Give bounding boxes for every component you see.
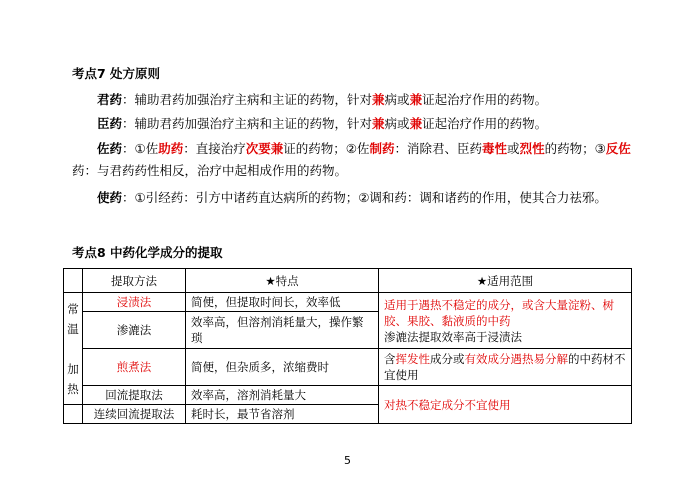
keyword: 兼 <box>372 92 385 107</box>
text: 病或 <box>384 92 410 107</box>
table-row <box>64 386 632 405</box>
header-feature: ★特点 <box>186 269 379 293</box>
text: 成分或 <box>430 352 465 366</box>
section8-title: 考点8 中药化学成分的提取 <box>72 245 223 260</box>
label-shi: 使药 <box>97 190 123 205</box>
keyword: 兼 <box>409 92 423 107</box>
paragraph-shi <box>72 187 632 209</box>
text: ：辅助君药加强治疗主病和主证的药物，针对 <box>122 116 373 131</box>
table-header-row <box>64 269 632 293</box>
text: ：①佐 <box>122 141 159 156</box>
text: ：辅助君药加强治疗主病和主证的药物，针对 <box>122 92 373 107</box>
keyword: 次要兼 <box>245 141 284 156</box>
text: 含 <box>384 352 396 366</box>
group-cell <box>64 293 83 405</box>
method-cell: 回流提取法 <box>83 386 186 405</box>
feature-cell: 简便，但杂质多，浓缩费时 <box>186 349 379 386</box>
keyword: 反佐 <box>605 141 631 156</box>
text: ：消除君、臣药 <box>394 141 483 156</box>
keyword: 兼 <box>372 116 385 131</box>
label-jun: 君药 <box>97 92 123 107</box>
header-blank <box>64 269 83 293</box>
group-cell-empty <box>64 405 83 424</box>
text: ：直接治疗 <box>183 141 246 156</box>
feature-cell: 简便，但提取时间长，效率低 <box>186 293 379 312</box>
scope-cell-2 <box>379 349 632 386</box>
paragraph-jun <box>72 89 632 111</box>
method-cell: 煎煮法 <box>83 349 186 386</box>
label-zuo: 佐药 <box>97 141 123 156</box>
method-cell: 浸渍法 <box>83 293 186 312</box>
keyword: 助药 <box>158 141 184 156</box>
label-chen: 臣药 <box>97 116 123 131</box>
header-method: 提取方法 <box>83 269 186 293</box>
feature-cell: 效率高，但溶剂消耗量大，操作繁琐 <box>186 312 379 349</box>
method-cell: 连续回流提取法 <box>83 405 186 424</box>
keyword: 有效成分遇热易分解 <box>464 352 568 366</box>
keyword: 制药 <box>369 141 395 156</box>
keyword: 烈性 <box>519 141 545 156</box>
text: 药：与君药药性相反，治疗中起相成作用的药物。 <box>72 163 348 178</box>
scope-note: 渗漉法提取效率高于浸渍法 <box>384 329 522 344</box>
table-row <box>64 293 632 312</box>
text: 病或 <box>384 116 410 131</box>
text: 证的药物；②佐 <box>283 141 370 156</box>
scope-red-text: 适用于遇热不稳定的成分，或含大量淀粉、树胶、果胶、黏液质的中药 <box>384 297 614 328</box>
scope-cell-1 <box>379 293 632 349</box>
keyword: 毒性 <box>482 141 508 156</box>
page-number: 5 <box>344 454 351 467</box>
section7-title: 考点7 处方原则 <box>72 66 161 81</box>
extraction-table <box>63 268 632 424</box>
paragraph-zuo <box>72 138 632 182</box>
table-row <box>64 349 632 386</box>
header-scope: ★适用范围 <box>379 269 632 293</box>
text: ：①引经药：引方中诸药直达病所的药物；②调和药：调和诸药的作用，使其合力祛邪。 <box>122 190 607 205</box>
method-cell: 渗漉法 <box>83 312 186 349</box>
keyword: 兼 <box>409 116 423 131</box>
text: 的中药材不宜使用 <box>384 352 626 382</box>
text: 证起治疗作用的药物。 <box>422 92 548 107</box>
group-jiare: 加热 <box>67 361 79 396</box>
text: 证起治疗作用的药物。 <box>422 116 548 131</box>
text: 或 <box>507 141 520 156</box>
paragraph-chen <box>72 113 632 135</box>
text: 的药物；③ <box>544 141 606 156</box>
feature-cell: 效率高，溶剂消耗量大 <box>186 386 379 405</box>
keyword: 挥发性 <box>395 352 430 366</box>
scope-cell-3: 对热不稳定成分不宜使用 <box>379 386 632 424</box>
group-changwen: 常温 <box>67 301 79 336</box>
feature-cell: 耗时长，最节省溶剂 <box>186 405 379 424</box>
